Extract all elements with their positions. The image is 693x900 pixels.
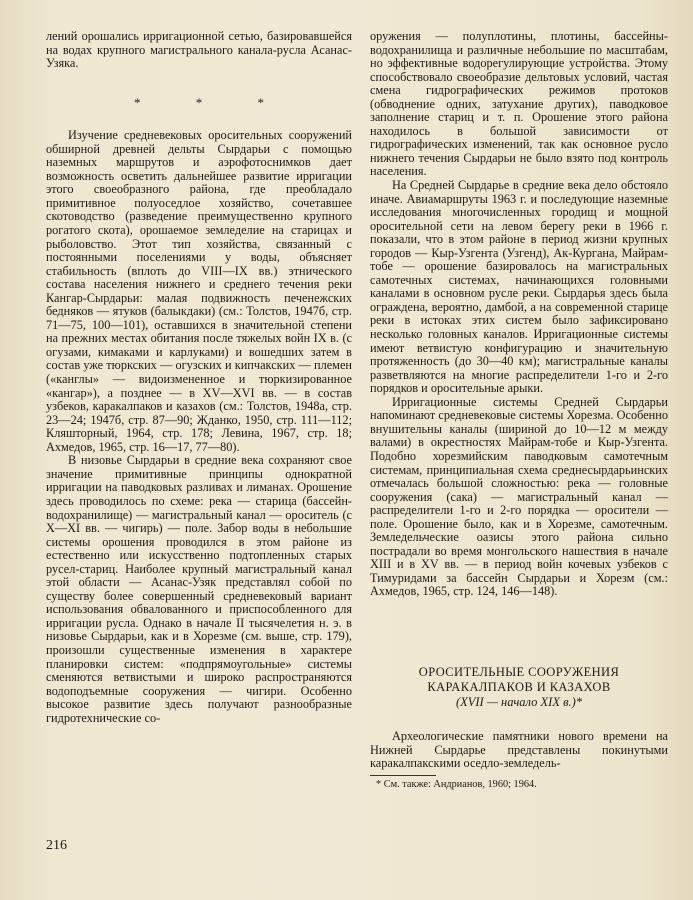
left-opening-paragraph: лений орошались ирригационной сетью, базировавшейся на водах крупного магистрального канала-русла Асанас-Узяка.	[46, 29, 352, 71]
right-paragraph-1: оружения — полуплотины, плотины, бассейны-водохранилища и различные небольшие по масштабам, но эффективные водорегулирующие устройства. Этому способствовало своеобразие дельтовых условий, частая смена гидрографических режимов протоков (обводнение одних, затухание других), паводковое заполнение стариц и т. п. Орошение этого района находилось в большой зависимости от гидрографических изменений, так как основное русло нижнего течения Сырдарьи не было взято под контроль населения.	[370, 29, 668, 179]
section-heading-line-2: КАРАКАЛПАКОВ И КАЗАХОВ	[427, 679, 611, 694]
section-separator: * * *	[134, 94, 290, 110]
left-paragraph-1: Изучение средневековых оросительных сооружений обширной древней дельты Сырдарьи с помощью наземных маршрутов и аэрофотоснимков дает возможность осветить дальнейшее развитие ирригации этого своеобразного района, где преобладало примитивное полуоседлое хозяйство, сочетавшее скотоводство (разведение преимущественно крупного рогатого скота), орошаемое земледелие на старицах и рыболовство. Этот тип хозяйства, связанный с постоянными поселениями у воды, объясняет стабильность (вплоть до VIII—IX вв.) этнического состава населения нижнего и среднего течения реки Кангар-Сырдарьи: малая подвижность печенежских бедняков — ятуков (балыкдаки) (см.: Толстов, 1947б, стр. 71—75, 100—101), оставшихся в значительной степени на прежних местах обитания после тяжелых войн IX в. (с огузами, кимаками и карлуками) и вошедших затем в состав уже тюркских — огузских и кипчакских — племен («канглы» — видоизмененное и тюркизированное «кангар»), а позднее — в XV—XVI вв. — в состав узбеков, каракалпаков и казахов (см.: Толстов, 1948а, стр. 23—24; 1947б, стр. 87—90; Жданко, 1950, стр. 111—112; Кляшторный, 1964, стр. 178; Левина, 1967, стр. 18; Ахмедов, 1965, стр. 16—17, 77—80).	[46, 128, 352, 454]
right-column	[370, 30, 668, 791]
right-paragraph-2: На Средней Сырдарье в средние века дело обстояло иначе. Авиамаршруты 1963 г. и последующие наземные исследования многочисленных городищ и мощной оросительной сети на левом берегу реки в 1966 г. показали, что в этом районе в период жизни крупных городов — Кыр-Узгента (Узгенд), Ак-Кургана, Майрам-тобе — орошение базировалось на магистральных самотечных системах, начинающихся головными каналами в основном русле реки. Сырдарья здесь была ограждена, вероятно, дамбой, а на современной старице реки в истоках этих систем было зафиксировано несколько головных каналов. Ирригационные системы имеют ветвистую конфигурацию и значительную протяженность (до 30—40 км); магистральные каналы разветвляются на многие распределители 1-го и 2-го порядков и оросительные арыки.	[370, 178, 668, 396]
left-paragraph-2: В низовье Сырдарьи в средние века сохраняют свое значение примитивные принципы однократной ирригации на паводковых разливах и лиманах. Орошение здесь проводилось по схеме: река — старица (бассейн-водохранилище) — магистральный канал — ороситель (с X—XI вв. — чигирь) — поле. Забор воды в небольшие системы орошения проводился в этом районе из естественно или искусственно подтопленных старых русел-стариц. Наиболее крупный магистральный канал этой области — Асанас-Узяк представлял собой по существу более совершенный средневековый вариант использования обвалованного и приспособленного для ирригации русла. Однако в начале II тысячелетия н. э. в низовье Сырдарьи, как и в Хорезме (см. выше, стр. 179), произошли существенные изменения в характере планировки систем: «подпрямоугольные» системы сменяются ветвистыми и широко распространяются водоподъемные сооружения — чигири. Особенно высокое развитие здесь получают разнообразные гидротехнические со-	[46, 453, 352, 725]
footnote-divider	[370, 775, 436, 776]
section-heading-line-1: ОРОСИТЕЛЬНЫЕ СООРУЖЕНИЯ	[418, 664, 620, 679]
section-subheading: (XVII — начало XIX в.)*	[455, 694, 583, 709]
right-closing-paragraph: Археологические памятники нового времени на Нижней Сырдарье представлены покинутыми каракалпакскими оседло-земледель-	[370, 728, 668, 771]
section-heading	[370, 665, 668, 695]
footnote: * См. также: Андрианов, 1960; 1964.	[376, 778, 537, 790]
page-number: 216	[46, 838, 67, 853]
left-column	[46, 30, 352, 725]
right-paragraph-3: Ирригационные системы Средней Сырдарьи напоминают средневековые системы Хорезма. Особенно внушительны каналы (шириной до 10—12 м между валами) в окрестностях Майрам-тобе и Кыр-Узгента. Подобно хорезмийским паводковым самотечным системам, принципиальная схема среднесырдарьинских отмечалась большой сложностью: река — головные сооружения (сака) — магистральный канал — распределители 1-го и 2-го порядка — оросители — поле. Орошение было, как и в Хорезме, самотечным. Земледельческие оазисы этого района сильно пострадали во время монгольского нашествия в начале XIII и в XV вв. — в период войн кочевых узбеков с Тимуридами за бассейн Сырдарьи и Хорезм (см.: Ахмедов, 1965, стр. 124, 146—148).	[370, 394, 668, 599]
